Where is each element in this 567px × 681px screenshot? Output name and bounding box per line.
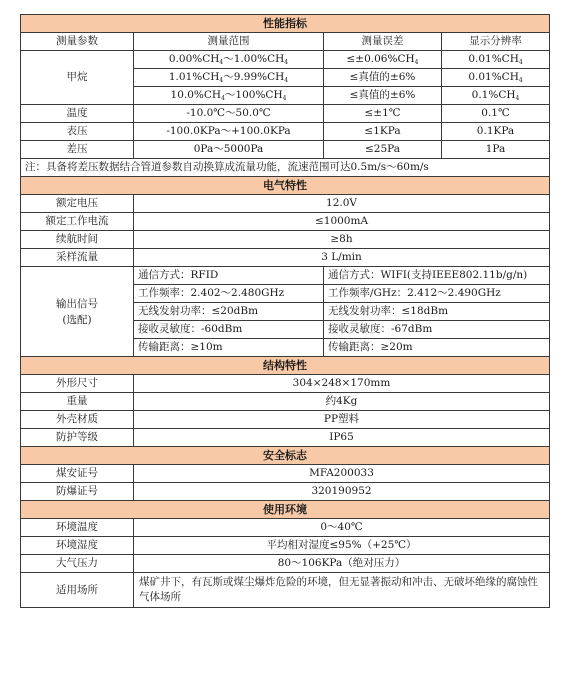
param-label: 差压 xyxy=(21,141,134,159)
resolution-cell: 0.01%CH4 xyxy=(442,51,550,69)
table-row xyxy=(21,195,550,213)
range-cell: 0.00%CH4～1.00%CH4 xyxy=(134,51,324,69)
error-cell: ≤±1℃ xyxy=(324,105,442,123)
error-cell: ≤25Pa xyxy=(324,141,442,159)
output-label-line: 输出信号 xyxy=(56,297,98,310)
spec-label: 外壳材质 xyxy=(21,411,134,429)
spec-value: 0～40℃ xyxy=(134,519,550,537)
output-label-note: (选配) xyxy=(62,313,92,326)
spec-label: 防爆证号 xyxy=(21,483,134,501)
table-row xyxy=(21,51,550,69)
output-signal-label xyxy=(21,267,134,357)
spec-value: 320190952 xyxy=(134,483,550,501)
error-cell: ≤真值的±6% xyxy=(324,69,442,87)
spec-value: 12.0V xyxy=(134,195,550,213)
table-row xyxy=(21,393,550,411)
param-label: 温度 xyxy=(21,105,134,123)
range-cell: 1.01%CH4～9.99%CH4 xyxy=(134,69,324,87)
rfid-spec: 工作频率：2.402～2.480GHz xyxy=(134,285,324,303)
range-cell: -10.0℃～50.0℃ xyxy=(134,105,324,123)
table-row xyxy=(21,249,550,267)
spec-label: 防护等级 xyxy=(21,429,134,447)
rfid-spec: 传输距离：≥10m xyxy=(134,339,324,357)
table-row xyxy=(21,375,550,393)
rfid-spec: 通信方式：RFID xyxy=(134,267,324,285)
section-title: 安全标志 xyxy=(21,447,550,465)
column-header: 显示分辨率 xyxy=(442,33,550,51)
section-title: 结构特性 xyxy=(21,357,550,375)
section-performance xyxy=(21,15,550,33)
wifi-spec: 通信方式：WIFI(支持IEEE802.11b/g/n) xyxy=(324,267,550,285)
spec-value: 80～106KPa（绝对压力） xyxy=(134,555,550,573)
range-cell: -100.0KPa～+100.0KPa xyxy=(134,123,324,141)
spec-value: 304×248×170mm xyxy=(134,375,550,393)
error-cell: ≤1KPa xyxy=(324,123,442,141)
spec-value: ≥8h xyxy=(134,231,550,249)
table-row xyxy=(21,429,550,447)
resolution-cell: 0.1%CH4 xyxy=(442,87,550,105)
wifi-spec: 工作频率/GHz：2.412～2.490GHz xyxy=(324,285,550,303)
note-row xyxy=(21,159,550,177)
section-title: 电气特性 xyxy=(21,177,550,195)
rfid-spec: 无线发射功率：≤20dBm xyxy=(134,303,324,321)
spec-label: 采样流量 xyxy=(21,249,134,267)
spec-value: 约4Kg xyxy=(134,393,550,411)
table-row xyxy=(21,411,550,429)
column-header: 测量参数 xyxy=(21,33,134,51)
section-title: 使用环境 xyxy=(21,501,550,519)
table-row xyxy=(21,123,550,141)
table-row xyxy=(21,267,550,285)
table-row xyxy=(21,105,550,123)
spec-value: 3 L/min xyxy=(134,249,550,267)
spec-value: IP65 xyxy=(134,429,550,447)
spec-value: MFA200033 xyxy=(134,465,550,483)
table-row xyxy=(21,555,550,573)
column-header: 测量误差 xyxy=(324,33,442,51)
spec-label: 续航时间 xyxy=(21,231,134,249)
section-safety xyxy=(21,447,550,465)
spec-value: 平均相对湿度≤95%（+25℃） xyxy=(134,537,550,555)
resolution-cell: 0.1KPa xyxy=(442,123,550,141)
table-row xyxy=(21,483,550,501)
column-header: 测量范围 xyxy=(134,33,324,51)
table-row xyxy=(21,537,550,555)
spec-label: 环境温度 xyxy=(21,519,134,537)
spec-label: 适用场所 xyxy=(21,573,134,608)
rfid-spec: 接收灵敏度：-60dBm xyxy=(134,321,324,339)
resolution-cell: 0.1℃ xyxy=(442,105,550,123)
wifi-spec: 传输距离：≥20m xyxy=(324,339,550,357)
wifi-spec: 无线发射功率：≤18dBm xyxy=(324,303,550,321)
table-row xyxy=(21,231,550,249)
spec-table xyxy=(20,14,550,608)
param-label: 甲烷 xyxy=(21,51,134,105)
section-title: 性能指标 xyxy=(21,15,550,33)
table-row xyxy=(21,573,550,608)
spec-label: 环境湿度 xyxy=(21,537,134,555)
spec-sheet xyxy=(20,14,549,608)
section-environment xyxy=(21,501,550,519)
error-cell: ≤真值的±6% xyxy=(324,87,442,105)
spec-value: ≤1000mA xyxy=(134,213,550,231)
header-row xyxy=(21,33,550,51)
range-cell: 10.0%CH4～100%CH4 xyxy=(134,87,324,105)
spec-label: 外形尺寸 xyxy=(21,375,134,393)
error-cell: ≤±0.06%CH4 xyxy=(324,51,442,69)
range-cell: 0Pa～5000Pa xyxy=(134,141,324,159)
spec-value: 煤矿井下，有瓦斯或煤尘爆炸危险的环境，但无显著振动和冲击、无破坏绝缘的腐蚀性气体场所 xyxy=(134,573,550,608)
param-label: 表压 xyxy=(21,123,134,141)
wifi-spec: 接收灵敏度：-67dBm xyxy=(324,321,550,339)
spec-label: 额定电压 xyxy=(21,195,134,213)
table-row xyxy=(21,213,550,231)
spec-value: PP塑料 xyxy=(134,411,550,429)
table-row xyxy=(21,519,550,537)
table-row xyxy=(21,465,550,483)
spec-label: 煤安证号 xyxy=(21,465,134,483)
resolution-cell: 0.01%CH4 xyxy=(442,69,550,87)
section-electrical xyxy=(21,177,550,195)
resolution-cell: 1Pa xyxy=(442,141,550,159)
spec-label: 重量 xyxy=(21,393,134,411)
spec-label: 额定工作电流 xyxy=(21,213,134,231)
section-structure xyxy=(21,357,550,375)
spec-label: 大气压力 xyxy=(21,555,134,573)
table-row xyxy=(21,141,550,159)
flow-note: 注：具备将差压数据结合管道参数自动换算成流量功能，流速范围可达0.5m/s～60m/s xyxy=(21,159,550,177)
